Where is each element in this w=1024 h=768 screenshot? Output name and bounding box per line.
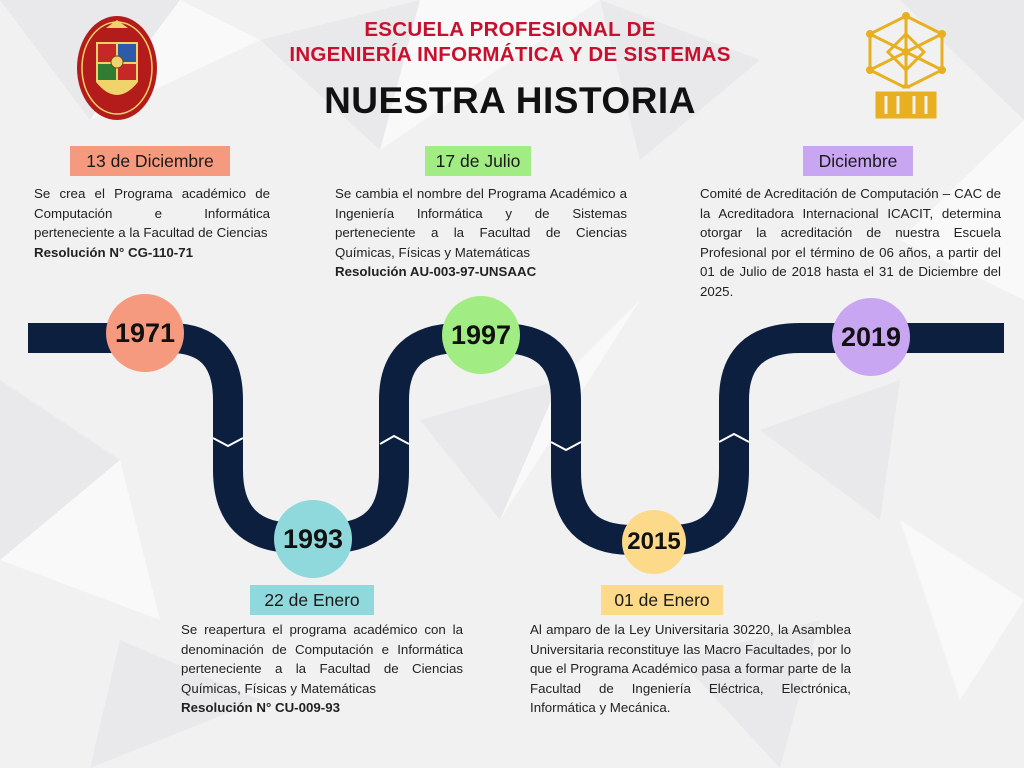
- event-description-2015: [530, 620, 851, 718]
- event-resolution: Resolución N° CU-009-93: [181, 700, 341, 715]
- event-text: Comité de Acreditación de Computación – CAC de la Acreditadora Internacional ICACIT, determina otorgar la acreditación de nuestra Escuela Profesional por el término de 06 años, a partir del 01 de Julio de 2018 hasta el 31 de Diciembre del 2025.: [700, 186, 1001, 299]
- event-description-1997: [335, 184, 627, 282]
- event-text: Se cambia el nombre del Programa Académico a Ingeniería Informática y de Sistemas perteneciente a la Facultad de Ciencias Químicas, Físicas y Matemáticas: [335, 186, 627, 260]
- event-text: Se reapertura el programa académico con la denominación de Computación e Informática perteneciente a la Facultad de Ciencias Químicas, Físicas y Matemáticas: [181, 622, 463, 696]
- event-resolution: Resolución AU-003-97-UNSAAC: [335, 264, 537, 279]
- year-circle-1993: 1993: [274, 500, 352, 578]
- event-text: Se crea el Programa académico de Computación e Informática perteneciente a la Facultad de Ciencias: [34, 186, 270, 240]
- event-description-1971: [34, 184, 270, 262]
- date-tag-1971: 13 de Diciembre: [70, 146, 230, 176]
- date-tag-2019: Diciembre: [803, 146, 913, 176]
- header-line-2: INGENIERÍA INFORMÁTICA Y DE SISTEMAS: [289, 43, 731, 66]
- event-text: Al amparo de la Ley Universitaria 30220, la Asamblea Universitaria reconstituye las Macro Facultades, por lo que el Programa Académico pasa a formar parte de la Facultad de Ingeniería Eléctrica, Electrónica, Informática y Mecánica.: [530, 622, 851, 715]
- page-title: NUESTRA HISTORIA: [324, 80, 696, 121]
- event-description-1993: [181, 620, 463, 718]
- date-tag-1993: 22 de Enero: [250, 585, 374, 615]
- date-tag-2015: 01 de Enero: [601, 585, 723, 615]
- year-circle-1997: 1997: [442, 296, 520, 374]
- event-description-2019: [700, 184, 1001, 301]
- event-resolution: Resolución N° CG-110-71: [34, 244, 194, 260]
- date-tag-1997: 17 de Julio: [425, 146, 531, 176]
- header-line-1: ESCUELA PROFESIONAL DE: [364, 18, 656, 41]
- year-circle-2019: 2019: [832, 298, 910, 376]
- year-circle-2015: 2015: [622, 510, 686, 574]
- year-circle-1971: 1971: [106, 294, 184, 372]
